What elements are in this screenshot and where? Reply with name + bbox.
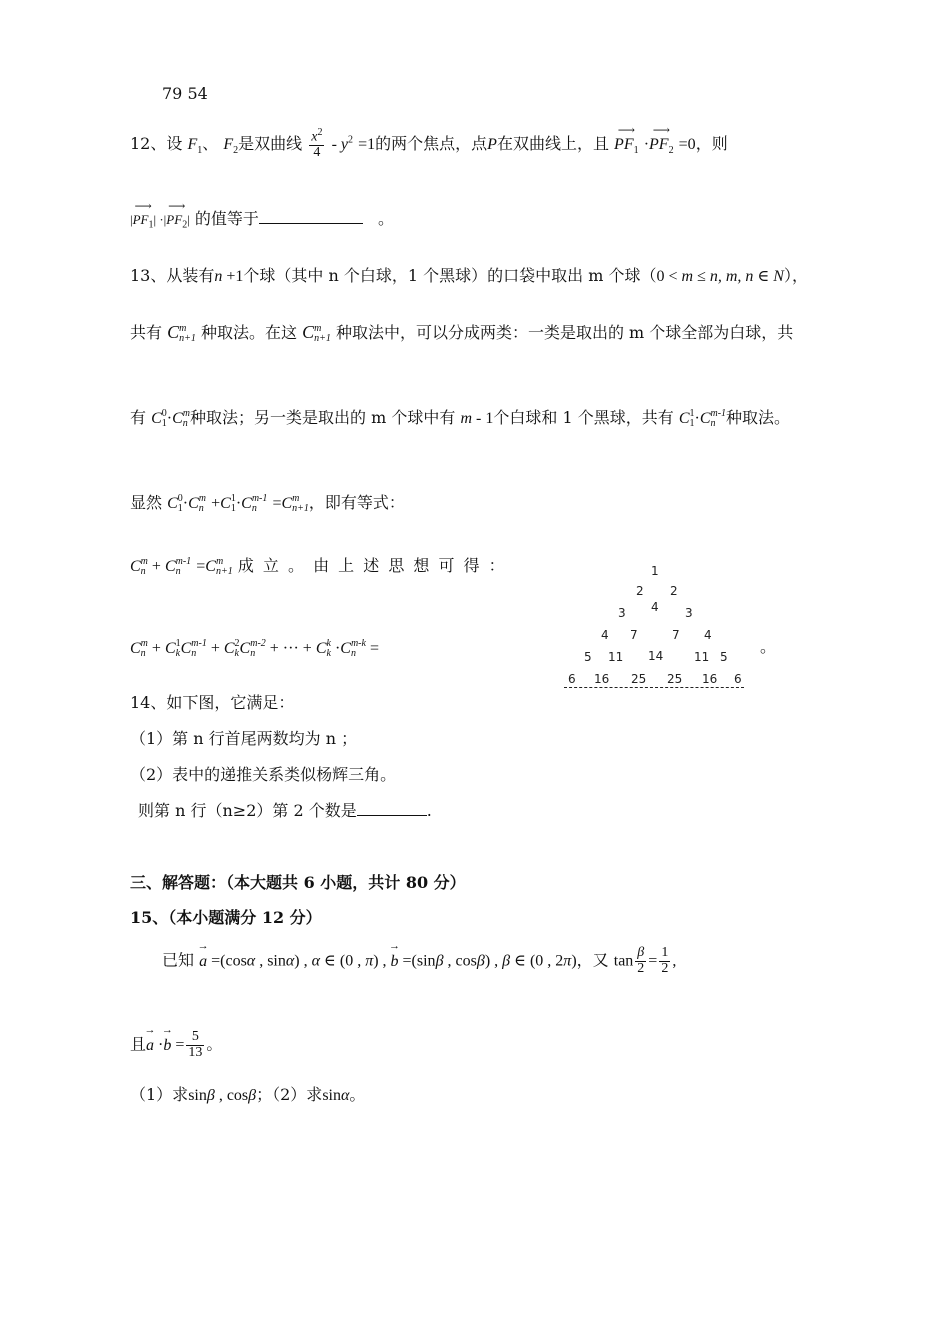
q14-line3: （2）表中的递推关系类似杨辉三角。 [130,765,397,784]
triangle-cell: 6 [568,672,576,686]
section-3-heading: 三、解答题：（本大题共 6 小题，共计 80 分） [130,873,466,892]
q13-text: ，即有等式： [308,493,405,512]
triangle-cell: 16 [702,672,718,686]
q12-line1: 12、设 $F_1$、 $F_2$是双曲线 $\frac{x^2}{4}$ - $y^2 =1$的两个焦点，点P在双曲线上，且 ⟶ $PF_1$ ·⟶ $PF_2 =0$，则 [130,128,728,161]
q14-text: . [426,801,432,820]
q13-text: 个球（其中 n 个白球，1 个黑球）的口袋中取出 m 个球（ [243,266,657,285]
q13-text: 种取法；另一类是取出的 m 个球中有 [190,408,456,427]
triangle-cell: 4 [704,628,712,642]
q12-text: 的两个焦点，点 [375,134,488,154]
q13-line1: 13、从装有n +1个球（其中 n 个白球，1 个黑球）的口袋中取出 m 个球（0 < m ≤ n, m, n ∈ N）， [130,266,808,285]
q13-text: 个白球和 1 个黑球，共有 [493,408,674,427]
triangle-cell: 11 [608,650,624,664]
triangle-cell: 4 [601,628,609,642]
triangle-cell: 16 [594,672,610,686]
hyperbola-fraction: $\frac{x^2}{4}$ [311,127,323,161]
triangle-cell: 14 [648,649,664,663]
q14-line1: 14、如下图，它满足： [130,693,295,712]
triangle-cell: 3 [685,606,693,620]
number-triangle [560,560,760,700]
q13-line6-end: 。 [760,637,777,656]
q15-text: （1）求 [130,1085,189,1104]
triangle-cell: 5 [584,650,592,664]
q15-text: 且 [130,1034,147,1054]
q12-text: 的值等于 [194,209,259,228]
top-numbers: 79 54 [162,84,208,103]
q13-text: 13、从装有 [130,266,215,285]
q15-line1: 已知 → a =(cosα , sinα) , α ∈ (0 , π) , → b =(sinβ , cosβ) , β ∈ (0 , 2π)，又 tan $\frac{\beta}{2}$ = $\frac{1}{2}$ , [162,946,676,976]
triangle-cell: 1 [651,564,659,578]
q13-text: 种取法。 [726,408,791,427]
q15-text: 。 [349,1085,366,1104]
q13-line2: 共有 C m n+1 种取法。在这 C m n+1 种取法中，可以分成两类：一类是取出的 m 个球全部为白球，共 [130,322,794,344]
triangle-cell: 25 [667,672,683,686]
q12-text: 。 [378,209,395,228]
q13-line4: 显然 C 0 1 ·C m n +C 1 1 ·C m-1 n =C m n+1 ，即有等式： [130,492,405,514]
triangle-cell: 7 [672,628,680,642]
triangle-cell: 3 [618,606,626,620]
q12-text: 、 [202,134,219,154]
q15-line3: （1）求sinβ , cosβ；（2）求sinα。 [130,1085,366,1104]
q13-text: 种取法。在这 [200,323,297,342]
q13-line6: C m n + C 1 k C m-1 n + C 2 k C m-2 n + ··· + C k k ·C m-k n = [130,637,379,659]
q13-text: 成 立 。 由 上 述 思 想 可 得 ： [237,556,507,575]
q15-text: 已知 [162,950,195,970]
q15-line2: 且→ a ·→ b = $\frac{5}{13}$ 。 [130,1030,222,1060]
triangle-cell: 7 [630,628,638,642]
q12-text: ，则 [695,134,728,154]
triangle-cell: 2 [636,584,644,598]
q13-text: 共有 [130,323,163,342]
triangle-cell: 6 [734,672,742,686]
q15-heading: 15、（本小题满分 12 分） [130,908,322,927]
q13-line3: 有 C 0 1 ·C m n 种取法；另一类是取出的 m 个球中有 m - 1个白球和 1 个黑球，共有 C 1 1 ·C m-1 n 种取法。 [130,407,791,429]
triangle-cell: 5 [720,650,728,664]
q14-line2: （1）第 n 行首尾两数均为 n ； [130,729,358,748]
q13-text: 有 [130,408,147,427]
q14-answer-blank[interactable] [357,815,427,816]
triangle-cell: 25 [631,672,647,686]
q13-text: 种取法中，可以分成两类：一类是取出的 m 个球全部为白球，共 [335,323,794,342]
q12-text: 是双曲线 [238,134,303,154]
q13-text: ）， [783,266,808,285]
q14-text: 则第 n 行（n≥2）第 2 个数是 [138,801,357,820]
triangle-cell: 4 [651,600,659,614]
triangle-underline [564,687,744,688]
q15-text: ；（2）求 [256,1085,323,1104]
q13-text: 显然 [130,493,163,512]
q12-line2: |⟶ $PF_1|$ ·|⟶ $PF_2|$ 的值等于 。 [130,206,394,231]
q12-number: 12、 [130,134,167,154]
q12-text: 设 [166,134,183,154]
q12-answer-blank[interactable] [259,223,363,224]
q13-line5: C m n + C m-1 n =C m n+1 成 立 。 由 上 述 思 想 可 得 ： [130,555,507,577]
q15-text: ，又 [576,950,609,970]
q15-text: 。 [206,1034,223,1054]
q12-text: 在双曲线上，且 [496,134,609,154]
triangle-cell: 11 [694,650,710,664]
q14-line4 [138,798,432,821]
triangle-cell: 2 [670,584,678,598]
